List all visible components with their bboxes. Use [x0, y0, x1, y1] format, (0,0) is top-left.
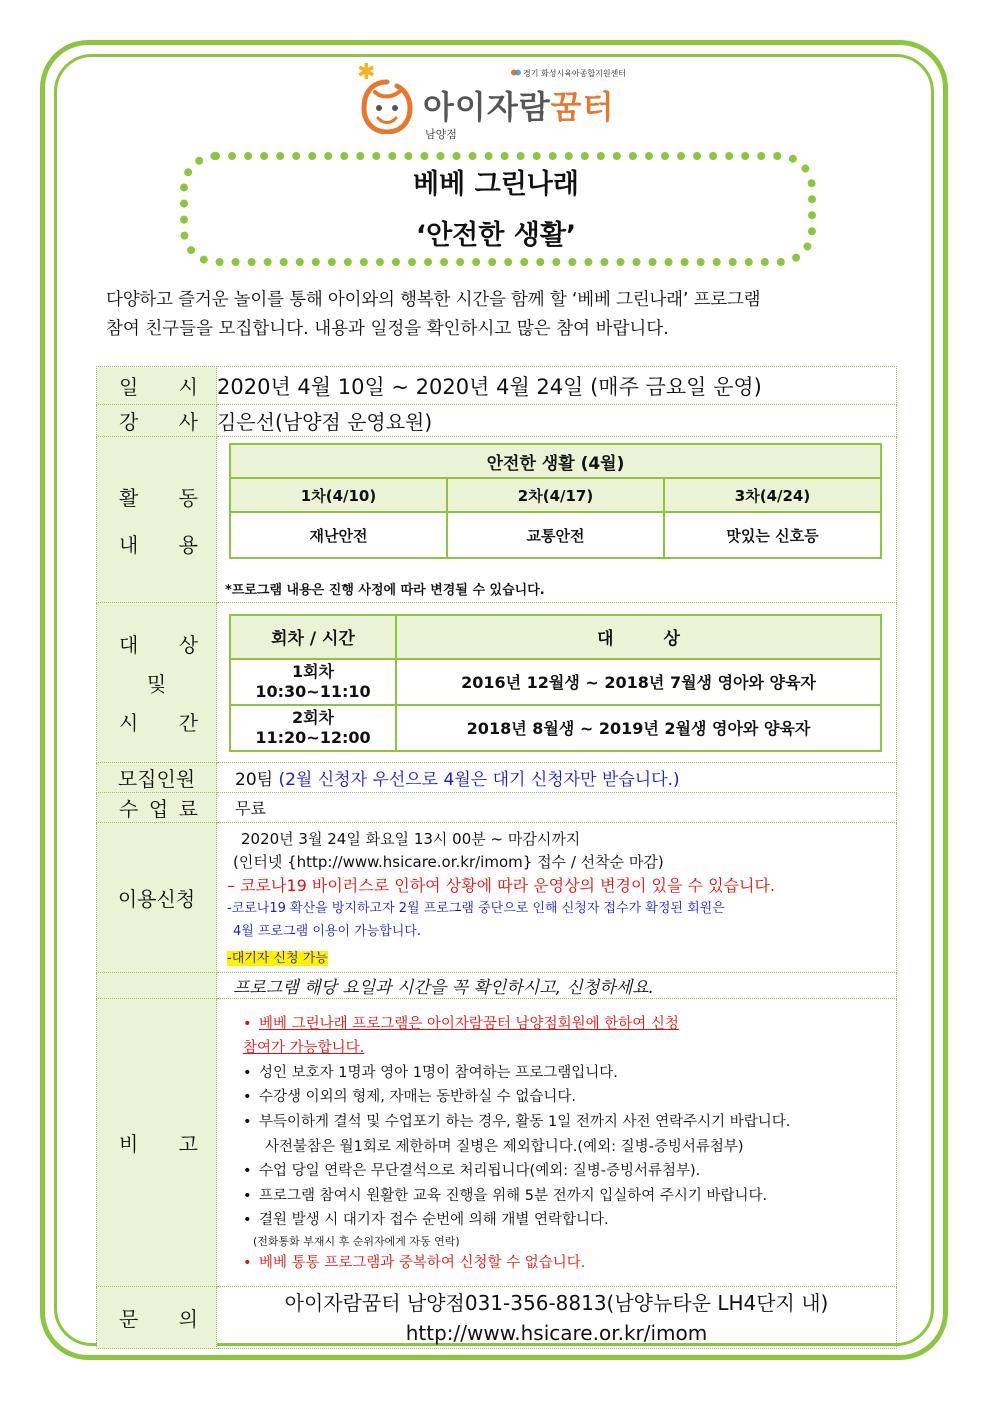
remark-item: • 프로그램 참여시 원활한 교육 진행을 위해 5분 전까지 입실하여 주시기 바랍니다.	[243, 1187, 768, 1204]
target-col-session: 회차 / 시간	[230, 615, 396, 659]
apply-waitlist: -대기자 신청 가능	[227, 950, 328, 966]
brand-name-a: 아이자람	[423, 88, 551, 126]
fee-value: 무료	[217, 793, 897, 823]
target-session: 2회차 11:20~12:00	[230, 705, 396, 751]
remark-item: • 수업 당일 연락은 무단결석으로 처리됩니다(예외: 질병-증빙서류첨부).	[243, 1163, 701, 1180]
child-face-icon	[361, 78, 413, 134]
label-date: 일 시	[97, 367, 217, 405]
target-session: 1회차 10:30~11:10	[230, 659, 396, 705]
intro-line: 다양하고 즐거운 놀이를 통해 아이와의 행복한 시간을 함께 할 ‘베베 그린나래’ 프로그램	[106, 290, 761, 310]
target-table	[229, 614, 882, 752]
remark-item: • 부득이하게 결석 및 수업포기 하는 경우, 활동 1일 전까지 사전 연락주시기 바랍니다.	[243, 1113, 791, 1130]
recruit-count: 20팀	[235, 770, 274, 790]
label-remarks: 비 고	[97, 999, 217, 1287]
row-recruit	[97, 763, 897, 793]
remark-item: • 베베 통통 프로그램과 중복하여 신청할 수 없습니다.	[243, 1254, 586, 1271]
remark-item: • 성인 보호자 1명과 영아 1명이 참여하는 프로그램입니다.	[243, 1064, 618, 1081]
contact-info: 아이자람꿈터 남양점031-356-8813(남양뉴타운 LH4단지 내)	[284, 1290, 829, 1315]
apply-covid-note: 4월 프로그램 이용이 가능합니다.	[233, 923, 422, 939]
program-title: 베베 그린나래	[413, 169, 579, 200]
target-description: 2016년 12월생 ~ 2018년 7월생 영아와 양육자	[396, 659, 881, 705]
label-apply: 이용신청	[97, 823, 217, 973]
label-target: 대 상 및 시 간	[97, 603, 217, 763]
brand-name	[423, 82, 614, 128]
remark-item: 사전불참은 월1회로 제한하며 질병은 제외합니다.(예외: 질병-증빙서류첨부)	[265, 1138, 744, 1155]
star-icon: ✱	[357, 60, 376, 85]
recruit-value	[217, 763, 897, 793]
session-header: 2차(4/17)	[447, 478, 664, 512]
remarks-list	[217, 999, 897, 1287]
logo	[355, 62, 655, 152]
session-topic: 맛있는 신호등	[664, 512, 881, 558]
contact-url[interactable]: http://www.hsicare.or.kr/imom	[405, 1320, 708, 1345]
center-name: 경기 화성시육아종합지원센터	[523, 69, 627, 78]
row-apply	[97, 823, 897, 973]
target-description: 2018년 8월생 ~ 2019년 2월생 영아와 양육자	[396, 705, 881, 751]
row-fee	[97, 793, 897, 823]
row-date	[97, 367, 897, 405]
remark-item: • 베베 그린나래 프로그램은 아이자람꿈터 남양점회원에 한하여 신청	[243, 1015, 679, 1032]
date-value: 2020년 4월 10일 ~ 2020년 4월 24일 (매주 금요일 운영)	[217, 367, 897, 405]
branch-name: 남양점	[425, 128, 457, 141]
intro-text	[106, 286, 896, 344]
remark-item: (전화통화 부재시 후 순위자에게 자동 연락)	[253, 1234, 460, 1248]
activity-table-title: 안전한 생활 (4월)	[230, 444, 881, 478]
target-cell	[217, 603, 897, 763]
remark-item: 참여가 가능합니다.	[243, 1040, 365, 1057]
remark-item: • 수강생 이외의 형제, 자매는 동반하실 수 없습니다.	[243, 1089, 577, 1106]
row-teacher	[97, 405, 897, 437]
activity-table	[229, 443, 882, 559]
apply-reminder: 프로그램 해당 요일과 시간을 꼭 확인하시고, 신청하세요.	[217, 973, 897, 999]
apply-cell	[217, 823, 897, 973]
label-teacher: 강 사	[97, 405, 217, 437]
contact-cell	[217, 1287, 897, 1349]
apply-method: (인터넷 {http://www.hsicare.or.kr/imom} 접수 / 선착순 마감)	[233, 852, 664, 871]
intro-line: 참여 친구들을 모집합니다. 내용과 일정을 확인하시고 많은 참여 바랍니다.	[106, 319, 669, 339]
remark-item: • 결원 발생 시 대기자 접수 순번에 의해 개별 연락합니다.	[243, 1212, 609, 1229]
session-topic: 재난안전	[230, 512, 447, 558]
row-apply-reminder	[97, 973, 897, 999]
label-activity: 활 동 내 용	[97, 437, 217, 603]
info-table	[96, 366, 897, 1349]
recruit-note: (2월 신청자 우선으로 4월은 대기 신청자만 받습니다.)	[278, 770, 680, 790]
session-topic: 교통안전	[447, 512, 664, 558]
row-target	[97, 603, 897, 763]
label-recruit: 모집인원	[97, 763, 217, 793]
brand-name-b: 꿈터	[550, 88, 615, 126]
session-header: 1차(4/10)	[230, 478, 447, 512]
label-fee: 수 업 료	[97, 793, 217, 823]
session-header: 3차(4/24)	[664, 478, 881, 512]
activity-cell	[217, 437, 897, 603]
label-contact: 문 의	[97, 1287, 217, 1349]
apply-covid-note: -코로나19 확산을 방지하고자 2월 프로그램 중단으로 인해 신청자 접수가 확정된 회원은	[227, 900, 725, 916]
activity-note: *프로그램 내용은 진행 사정에 따라 변경될 수 있습니다.	[225, 583, 545, 598]
program-subtitle: ‘안전한 생활’	[415, 220, 577, 251]
teacher-value: 김은선(남양점 운영요원)	[217, 405, 897, 437]
apply-period: 2020년 3월 24일 화요일 13시 00분 ~ 마감시까지	[241, 829, 581, 848]
apply-covid-notice: – 코로나19 바이러스로 인하여 상황에 따라 운영상의 변경이 있을 수 있습니다.	[227, 875, 775, 895]
row-remarks	[97, 999, 897, 1287]
center-emblem-icon	[511, 68, 521, 77]
row-activity	[97, 437, 897, 603]
row-contact	[97, 1287, 897, 1349]
target-col-target: 대 상	[396, 615, 881, 659]
